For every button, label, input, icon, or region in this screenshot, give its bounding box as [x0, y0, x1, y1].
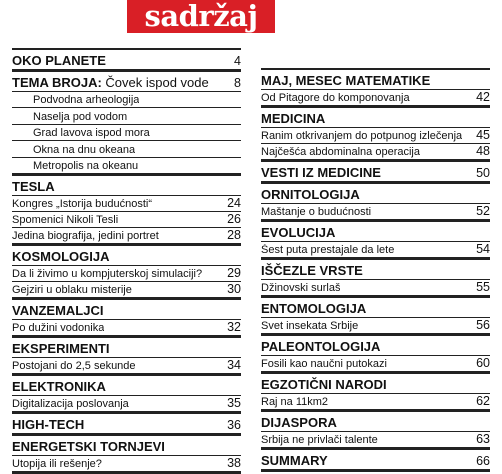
toc-section-entomologija [261, 296, 490, 334]
entry-title: Da li živimo u kompjuterskoj simulaciji? [12, 267, 203, 280]
entry-title: Po dužini vodonika [12, 321, 105, 334]
toc-section-tesla [12, 174, 241, 244]
section-theme-title: Čovek ispod vode [101, 75, 209, 90]
toc-entry[interactable] [261, 356, 490, 372]
toc-section-evolucija [261, 220, 490, 258]
entry-title: Grad lavova ispod mora [33, 127, 150, 140]
toc-entry[interactable] [261, 144, 490, 160]
section-title-text: ELEKTRONIKA [12, 378, 106, 394]
toc-entry[interactable] [12, 358, 241, 374]
toc-section-heading[interactable] [12, 246, 241, 266]
section-title [12, 249, 110, 265]
page-number: 66 [476, 454, 490, 468]
toc-section-heading[interactable] [12, 50, 241, 70]
toc-entry[interactable] [261, 394, 490, 410]
entry-title: Maštanje o budućnosti [261, 206, 372, 218]
page-number: 54 [476, 242, 490, 256]
page-number: 26 [227, 211, 241, 226]
toc-section-heading[interactable] [261, 222, 490, 242]
entry-title: Postojani do 2,5 sekunde [12, 359, 136, 372]
toc-entry[interactable] [261, 242, 490, 258]
toc-sub-entry[interactable] [12, 141, 241, 157]
toc-left-column [12, 48, 241, 474]
toc-sub-entry[interactable] [12, 108, 241, 124]
entry-title: Naselja pod vodom [33, 110, 128, 123]
toc-section-heading[interactable] [12, 414, 241, 434]
entry-title: Srbija ne privlači talente [261, 434, 378, 446]
section-title [12, 341, 110, 357]
section-title [261, 187, 360, 203]
entry-title: Utopija ili rešenje? [12, 457, 102, 470]
toc-section-energetski-tornjevi [12, 434, 241, 474]
section-title [12, 439, 165, 455]
section-title [261, 377, 387, 393]
toc-entry[interactable] [12, 320, 241, 336]
toc-section-oko-planete [12, 48, 241, 70]
page-number: 29 [227, 265, 241, 280]
entry-title: Kongres „Istorija budućnosti“ [12, 197, 153, 210]
section-title-text: DIJASPORA [261, 415, 337, 430]
toc-section-dijaspora [261, 410, 490, 448]
toc-sub-entry[interactable] [12, 158, 241, 174]
section-title-text: PALEONTOLOGIJA [261, 339, 381, 354]
section-banner: sadržaj [127, 0, 275, 33]
page-number: 63 [476, 432, 490, 446]
section-title-text: EGZOTIČNI NARODI [261, 377, 387, 392]
entry-title: Jedina biografija, jedini portret [12, 229, 159, 242]
section-title [261, 415, 337, 431]
page-number: 32 [227, 319, 241, 334]
entry-title: Spomenici Nikoli Tesli [12, 213, 119, 226]
toc-entry[interactable] [261, 90, 490, 106]
section-title [261, 301, 366, 317]
toc-entry[interactable] [12, 282, 241, 298]
toc-section-heading[interactable] [261, 298, 490, 318]
section-title-text: EKSPERIMENTI [12, 340, 110, 356]
page-number: 36 [227, 417, 241, 432]
toc-sub-entry[interactable] [12, 92, 241, 108]
toc-entry[interactable] [12, 228, 241, 244]
page-number: 60 [476, 356, 490, 370]
toc-section-eksperimenti [12, 336, 241, 374]
section-title [12, 75, 209, 91]
toc-section-summary [261, 448, 490, 472]
toc-section-heading[interactable] [261, 260, 490, 280]
page-number: 35 [227, 395, 241, 410]
toc-section-maj-mesec-matematike [261, 68, 490, 106]
entry-title: Najčešća abdominalna operacija [261, 146, 420, 158]
section-title-text: SUMMARY [261, 453, 328, 468]
toc-section-heading[interactable] [261, 108, 490, 128]
toc-section-heading[interactable] [12, 300, 241, 320]
page-number: 45 [476, 128, 490, 142]
entry-title: Metropolis na okeanu [33, 159, 139, 172]
toc-section-egzoticni-narodi [261, 372, 490, 410]
entry-title: Šest puta prestajale da lete [261, 244, 395, 256]
toc-section-iscezle-vrste [261, 258, 490, 296]
toc-section-heading[interactable] [12, 338, 241, 358]
section-title [261, 111, 325, 127]
page-number: 30 [227, 281, 241, 296]
entry-title: Raj na 11km2 [261, 396, 329, 408]
section-title [261, 339, 380, 355]
page-number: 24 [227, 195, 241, 210]
section-title-text: KOSMOLOGIJA [12, 248, 110, 264]
toc-section-heading[interactable] [261, 184, 490, 204]
page-number: 55 [476, 280, 490, 294]
section-title [261, 263, 363, 279]
section-title-text: VANZEMALJCI [12, 302, 104, 318]
toc-sub-entry[interactable] [12, 125, 241, 141]
page-number: 38 [227, 455, 241, 470]
section-title [12, 179, 55, 195]
toc-section-ornitologija [261, 182, 490, 220]
toc-section-medicina [261, 106, 490, 160]
section-title-text: MEDICINA [261, 111, 326, 126]
section-title-text: EVOLUCIJA [261, 225, 336, 240]
toc-section-tema-broja [12, 70, 241, 174]
toc-section-paleontologija [261, 334, 490, 372]
section-title [261, 73, 430, 89]
page-number: 62 [476, 394, 490, 408]
section-title [12, 53, 106, 69]
page-number: 28 [227, 227, 241, 242]
section-title-text: IŠČEZLE VRSTE [261, 263, 363, 278]
toc-section-heading[interactable] [12, 436, 241, 456]
toc-section-heading[interactable] [261, 412, 490, 432]
page-number: 50 [476, 166, 490, 180]
section-title [12, 379, 106, 395]
section-title-text: TESLA [12, 178, 55, 194]
section-title-text: ENTOMOLOGIJA [261, 301, 367, 316]
toc-section-heading[interactable] [261, 336, 490, 356]
section-title-text: ENERGETSKI TORNJEVI [12, 438, 165, 454]
entry-title: Digitalizacija poslovanja [12, 397, 129, 410]
toc-entry[interactable] [261, 128, 490, 144]
section-title [261, 225, 335, 241]
page-number: 52 [476, 204, 490, 218]
toc-section-heading[interactable] [261, 162, 490, 182]
section-title-text: OKO PLANETE [12, 53, 106, 68]
section-title-text: TEMA BROJA: [12, 75, 102, 90]
toc-section-elektronika [12, 374, 241, 412]
section-title [12, 303, 103, 319]
toc-section-heading[interactable] [261, 70, 490, 90]
toc-entry[interactable] [261, 432, 490, 448]
toc-entry[interactable] [12, 266, 241, 282]
page-number: 56 [476, 318, 490, 332]
toc-section-high-tech [12, 412, 241, 434]
toc-entry[interactable] [12, 396, 241, 412]
toc-section-heading[interactable] [12, 72, 241, 92]
toc-section-vanzemaljci [12, 298, 241, 336]
section-title [261, 453, 328, 469]
section-title [261, 165, 381, 181]
page-number: 42 [476, 90, 490, 104]
section-title-text: MAJ, MESEC MATEMATIKE [261, 73, 431, 88]
page-number: 48 [476, 144, 490, 158]
page-number: 8 [234, 76, 241, 90]
section-title-text: ORNITOLOGIJA [261, 187, 360, 202]
entry-title: Gejziri u oblaku misterije [12, 283, 132, 296]
page-number: 4 [234, 54, 241, 68]
toc-section-heading[interactable] [12, 176, 241, 196]
toc-section-heading[interactable] [261, 450, 490, 470]
entry-title: Fosili kao naučni putokazi [261, 358, 387, 370]
entry-title: Ranim otkrivanjem do potpunog izlečenja [261, 130, 463, 142]
toc-section-heading[interactable] [12, 376, 241, 396]
toc-entry[interactable] [261, 280, 490, 296]
toc-entry[interactable] [261, 204, 490, 220]
entry-title: Od Pitagore do komponovanja [261, 92, 410, 104]
toc-section-heading[interactable] [261, 374, 490, 394]
section-title [12, 417, 84, 433]
section-title-text: HIGH-TECH [12, 416, 85, 432]
toc-section-kosmologija [12, 244, 241, 298]
entry-title: Podvodna arheologija [33, 94, 140, 107]
toc-section-vesti-iz-medicine [261, 160, 490, 182]
toc-entry[interactable] [12, 212, 241, 228]
toc-right-column [261, 68, 490, 472]
entry-title: Džinovski surlaš [261, 282, 341, 294]
entry-title: Okna na dnu okeana [33, 143, 136, 156]
entry-title: Svet insekata Srbije [261, 320, 359, 332]
toc-entry[interactable] [261, 318, 490, 334]
page-number: 34 [227, 357, 241, 372]
toc-entry[interactable] [12, 196, 241, 212]
section-title-text: VESTI IZ MEDICINE [261, 165, 381, 180]
